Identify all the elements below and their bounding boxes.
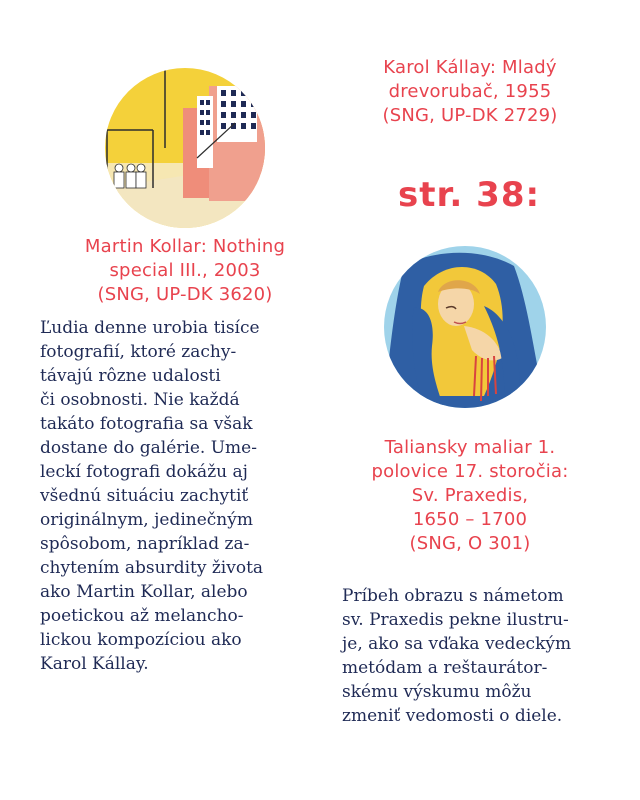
text-line: Príbeh obrazu s námetom	[342, 586, 564, 606]
caption-line: (SNG, O 301)	[409, 533, 531, 554]
praxedis-illustration	[384, 246, 546, 408]
caption-line: special III., 2003	[109, 260, 261, 281]
text-line: poetickou až melancho-	[40, 606, 244, 626]
text-line: metódam a reštaurátor-	[342, 658, 548, 678]
caption-line: (SNG, UP-DK 3620)	[97, 284, 273, 305]
text-line: Karol Kállay.	[40, 654, 149, 674]
caption-line: drevorubač, 1955	[388, 81, 552, 102]
text-line: spôsobom, napríklad za-	[40, 534, 250, 554]
text-line: fotografií, ktoré zachy-	[40, 342, 237, 362]
caption-line: Karol Kállay: Mladý	[383, 57, 557, 78]
text-line: je, ako sa vďaka vedeckým	[342, 634, 572, 654]
kallay-caption	[340, 56, 600, 128]
text-line: ako Martin Kollar, alebo	[40, 582, 248, 602]
caption-line: 1650 – 1700	[412, 509, 528, 530]
caption-line: (SNG, UP-DK 2729)	[382, 105, 558, 126]
text-line: či osobnosti. Nie každá	[40, 390, 240, 410]
kollar-caption	[40, 235, 330, 307]
text-line: skému výskumu môžu	[342, 682, 532, 702]
text-line: leckí fotografi dokážu aj	[40, 462, 248, 482]
page-reference: str. 38:	[398, 175, 541, 215]
text-line: Ľudia denne urobia tisíce	[40, 318, 260, 338]
text-line: lickou kompozíciou ako	[40, 630, 242, 650]
caption-line: Taliansky maliar 1.	[384, 437, 556, 458]
text-line: originálnym, jedinečným	[40, 510, 253, 530]
text-line: zmeniť vedomosti o diele.	[342, 706, 563, 726]
left-body-text	[40, 316, 263, 676]
caption-line: Sv. Praxedis,	[411, 485, 529, 506]
text-line: chytením absurdity života	[40, 558, 264, 578]
text-line: távajú rôzne udalosti	[40, 366, 221, 386]
caption-line: Martin Kollar: Nothing	[84, 236, 286, 257]
praxedis-caption	[340, 436, 600, 556]
text-line: takáto fotografia sa však	[40, 414, 253, 434]
right-body-text	[342, 584, 571, 728]
kollar-illustration	[105, 68, 265, 228]
text-line: všednú situáciu zachytiť	[40, 486, 249, 506]
text-line: dostane do galérie. Ume-	[40, 438, 257, 458]
caption-line: polovice 17. storočia:	[371, 461, 569, 482]
text-line: sv. Praxedis pekne ilustru-	[342, 610, 569, 630]
